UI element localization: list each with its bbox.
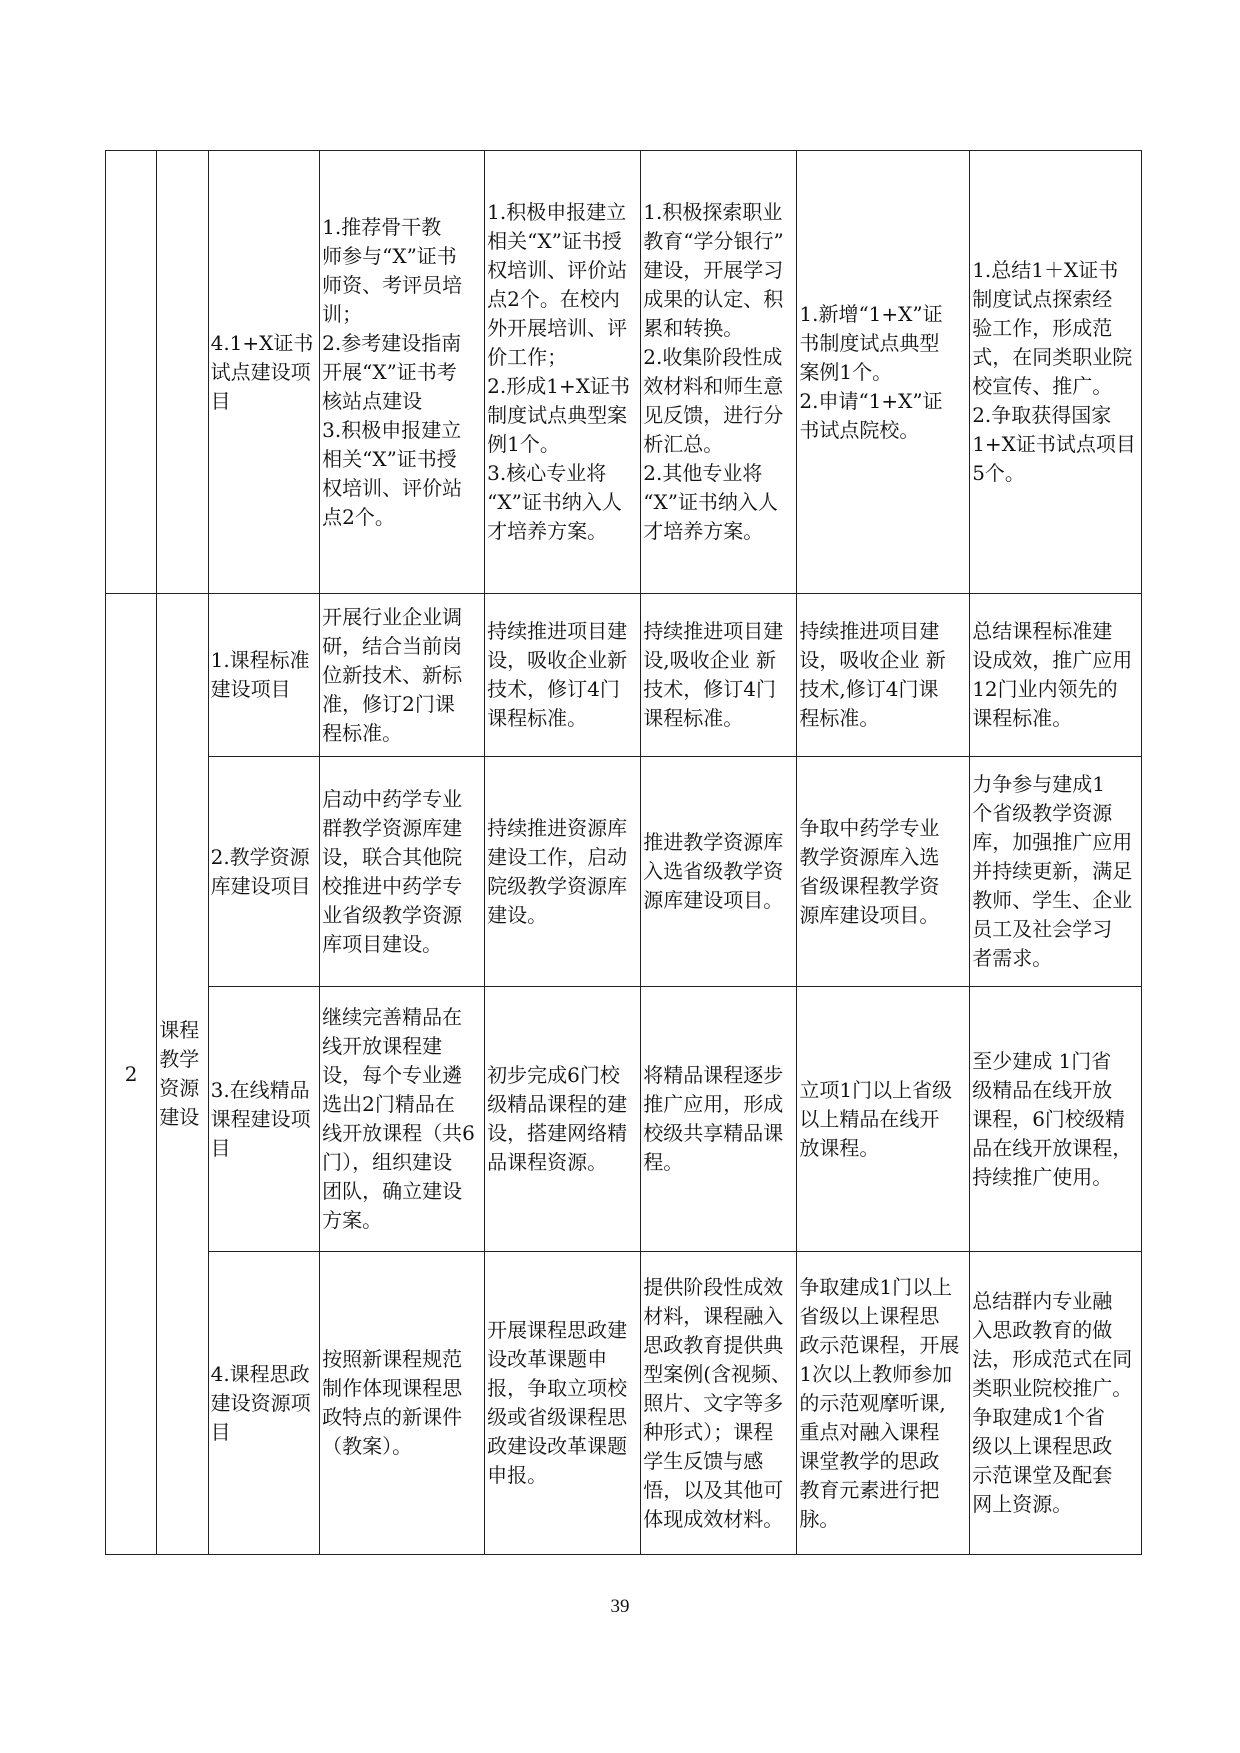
plan-cell: 争取中药学专业 教学资源库入选 省级课程教学资 源库建设项目。: [797, 757, 970, 987]
empty-number-cell: [106, 151, 157, 594]
plan-cell: 1.总结1＋X证书 制度试点探索经 验工作，形成范 式，在同类职业院 校宣传、推广。 2.争取获得国家 1+X证书试点项目 5个。: [970, 151, 1142, 594]
plan-cell: 继续完善精品在 线开放课程建 设，每个专业遴 选出2门精品在 线开放课程（共6 门），组织建设 团队，确立建设 方案。: [320, 987, 485, 1252]
plan-cell: 初步完成6门校 级精品课程的建 设，搭建网络精 品课程资源。: [485, 987, 641, 1252]
table-row: [106, 1252, 1142, 1555]
plan-cell: 开展行业企业调 研，结合当前岗 位新技术、新标 准，修订2门课 程标准。: [320, 594, 485, 757]
plan-cell: 1.推荐骨干教 师参与“X”证书 师资、考评员培 训； 2.参考建设指南 开展“X”证书考 核站点建设 3.积极申报建立 相关“X”证书授 权培训、评价站 点2个。: [320, 151, 485, 594]
plan-cell: 力争参与建成1 个省级教学资源 库，加强推广应用 并持续更新，满足 教师、学生、企业 员工及社会学习 者需求。: [970, 757, 1142, 987]
section-number-cell: 2: [106, 594, 157, 1555]
section-category-cell: 课程 教学 资源 建设: [157, 594, 208, 1555]
plan-cell: 推进教学资源库 入选省级教学资 源库建设项目。: [641, 757, 797, 987]
plan-cell: 至少建成 1门省 级精品在线开放 课程，6门校级精 品在线开放课程， 持续推广使用。: [970, 987, 1142, 1252]
project-name-cell: 2.教学资源 库建设项目: [208, 757, 320, 987]
plan-cell: 持续推进项目建 设，吸收企业 新 技术,修订4门课 程标准。: [797, 594, 970, 757]
project-name-cell: 1.课程标准 建设项目: [208, 594, 320, 757]
plan-cell: 将精品课程逐步 推广应用，形成 校级共享精品课 程。: [641, 987, 797, 1252]
empty-category-cell: [157, 151, 208, 594]
plan-cell: 立项1门以上省级 以上精品在线开 放课程。: [797, 987, 970, 1252]
plan-cell: 持续推进项目建 设，吸收企业新 技术，修订4门 课程标准。: [485, 594, 641, 757]
table-row: [106, 757, 1142, 987]
table-row: [106, 987, 1142, 1252]
plan-cell: 持续推进项目建 设,吸收企业 新 技术，修订4门 课程标准。: [641, 594, 797, 757]
plan-cell: 总结课程标准建 设成效，推广应用 12门业内领先的 课程标准。: [970, 594, 1142, 757]
plan-cell: 1.积极申报建立 相关“X”证书授 权培训、评价站 点2个。在校内 外开展培训、评 价工作； 2.形成1+X证书 制度试点典型案 例1个。 3.核心专业将 “X”证书纳入人 才培养方案。: [485, 151, 641, 594]
plan-cell: 1.积极探索职业 教育“学分银行” 建设，开展学习 成果的认定、积 累和转换。 2.收集阶段性成 效材料和师生意 见反馈，进行分 析汇总。 2.其他专业将 “X”证书纳入人 才培养方案。: [641, 151, 797, 594]
plan-cell: 总结群内专业融 入思政教育的做 法，形成范式在同 类职业院校推广。 争取建成1个省 级以上课程思政 示范课堂及配套 网上资源。: [970, 1252, 1142, 1555]
plan-cell: 按照新课程规范 制作体现课程思 政特点的新课件 （教案）。: [320, 1252, 485, 1555]
plan-cell: 1.新增“1+X”证 书制度试点典型 案例1个。 2.申请“1+X”证 书试点院校。: [797, 151, 970, 594]
plan-cell: 持续推进资源库 建设工作，启动 院级教学资源库 建设。: [485, 757, 641, 987]
plan-cell: 争取建成1门以上 省级以上课程思 政示范课程，开展 1次以上教师参加 的示范观摩听课, 重点对融入课程 课堂教学的思政 教育元素进行把 脉。: [797, 1252, 970, 1555]
table-row: [106, 151, 1142, 594]
project-name-cell: 4.课程思政 建设资源项 目: [208, 1252, 320, 1555]
page-number: 39: [610, 1596, 630, 1617]
project-name-cell: 4.1+X证书 试点建设项 目: [208, 151, 320, 594]
plan-cell: 启动中药学专业 群教学资源库建 设，联合其他院 校推进中药学专 业省级教学资源 库项目建设。: [320, 757, 485, 987]
plan-cell: 提供阶段性成效 材料，课程融入 思政教育提供典 型案例(含视频、 照片、文字等多 种形式）；课程 学生反馈与感 悟，以及其他可 体现成效材料。: [641, 1252, 797, 1555]
plan-cell: 开展课程思政建 设改革课题申 报，争取立项校 级或省级课程思 政建设改革课题 申报。: [485, 1252, 641, 1555]
plan-table: [105, 150, 1142, 1555]
project-name-cell: 3.在线精品 课程建设项 目: [208, 987, 320, 1252]
table-row: [106, 594, 1142, 757]
